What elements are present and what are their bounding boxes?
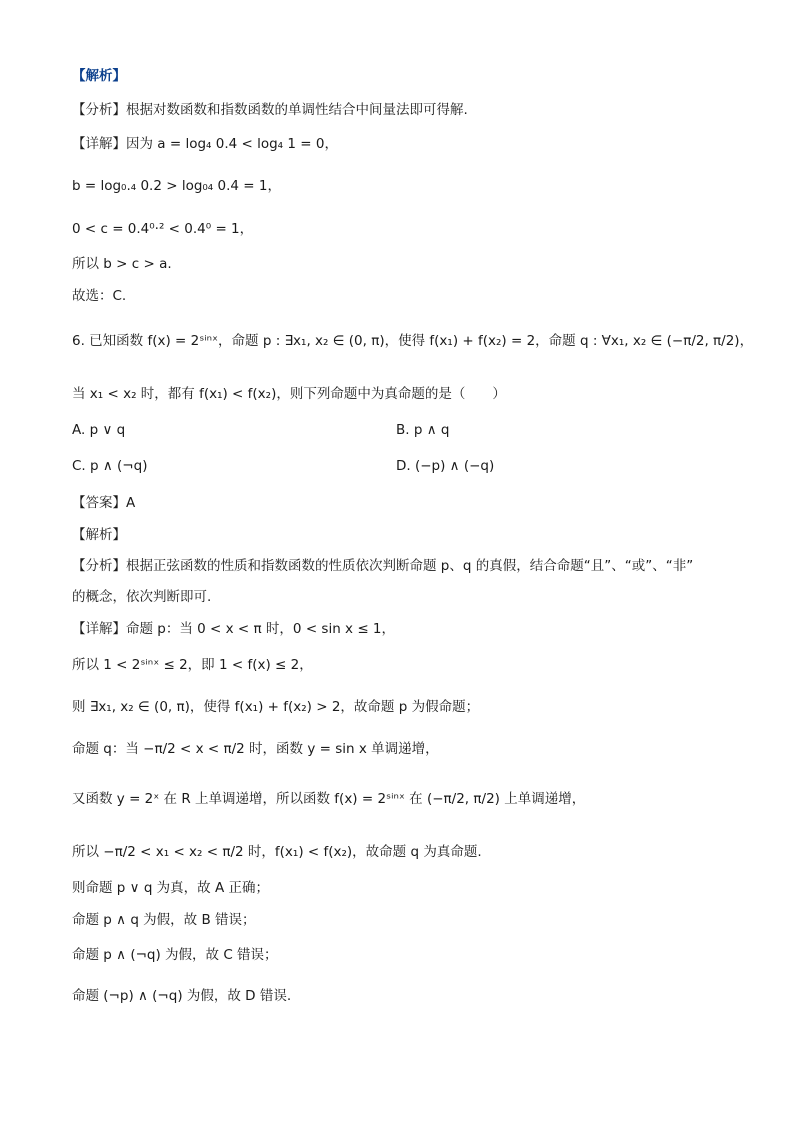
option-c: C. p ∧ (¬q) — [72, 458, 148, 474]
q-true-line: 所以 −π/2 < x₁ < x₂ < π/2 时，f(x₁) < f(x₂)，故命题 q 为真命题. — [72, 844, 482, 860]
option-a: A. p ∨ q — [72, 422, 126, 438]
answer-choice-line: 故选：C. — [72, 288, 127, 304]
detail-line: 【详解】因为 a = log₄ 0.4 < log₄ 1 = 0， — [72, 136, 338, 152]
p-false-line: 则 ∃x₁, x₂ ∈ (0, π)，使得 f(x₁) + f(x₂) > 2，故命题 p 为假命题； — [72, 699, 480, 715]
judge-b-line: 命题 p ∧ q 为假，故 B 错误； — [72, 912, 256, 928]
option-d: D. (−p) ∧ (−q) — [396, 458, 495, 474]
solution-header-2: 【解析】 — [72, 527, 126, 543]
monotonic-line: 又函数 y = 2ˣ 在 R 上单调递增，所以函数 f(x) = 2ˢⁱⁿˣ 在 (−π/2, π/2) 上单调递增， — [72, 791, 586, 807]
answer-line: 【答案】A — [72, 495, 136, 511]
analysis-line: 【分析】根据对数函数和指数函数的单调性结合中间量法即可得解. — [72, 102, 468, 118]
judge-c-line: 命题 p ∧ (¬q) 为假，故 C 错误； — [72, 947, 278, 963]
question-6-condition: 当 x₁ < x₂ 时，都有 f(x₁) < f(x₂)，则下列命题中为真命题的是（ ） — [72, 386, 506, 402]
conclusion-line: 所以 b > c > a. — [72, 256, 172, 272]
judge-a-line: 则命题 p ∨ q 为真，故 A 正确； — [72, 880, 270, 896]
analysis-line-2: 【分析】根据正弦函数的性质和指数函数的性质依次判断命题 p、q 的真假，结合命题“且”、“或”、“非” — [72, 558, 694, 574]
detail-q-line: 命题 q：当 −π/2 < x < π/2 时，函数 y = sin x 单调递增， — [72, 741, 439, 757]
solution-header: 【解析】 — [72, 68, 126, 84]
question-6-stem: 6. 已知函数 f(x) = 2ˢⁱⁿˣ，命题 p : ∃x₁, x₂ ∈ (0, π)，使得 f(x₁) + f(x₂) = 2，命题 q : ∀x₁, x₂ ∈ (−π/2, π/2)， — [72, 333, 754, 349]
math-line-b: b = log₀.₄ 0.2 > log₀₄ 0.4 = 1， — [72, 178, 281, 194]
judge-d-line: 命题 (¬p) ∧ (¬q) 为假，故 D 错误. — [72, 988, 292, 1004]
analysis-line-2-cont: 的概念，依次判断即可. — [72, 589, 212, 605]
range-line: 所以 1 < 2ˢⁱⁿˣ ≤ 2，即 1 < f(x) ≤ 2， — [72, 657, 313, 673]
detail-p-line: 【详解】命题 p：当 0 < x < π 时，0 < sin x ≤ 1， — [72, 621, 396, 637]
option-b: B. p ∧ q — [396, 422, 450, 438]
math-line-c: 0 < c = 0.4⁰·² < 0.4⁰ = 1， — [72, 221, 254, 237]
